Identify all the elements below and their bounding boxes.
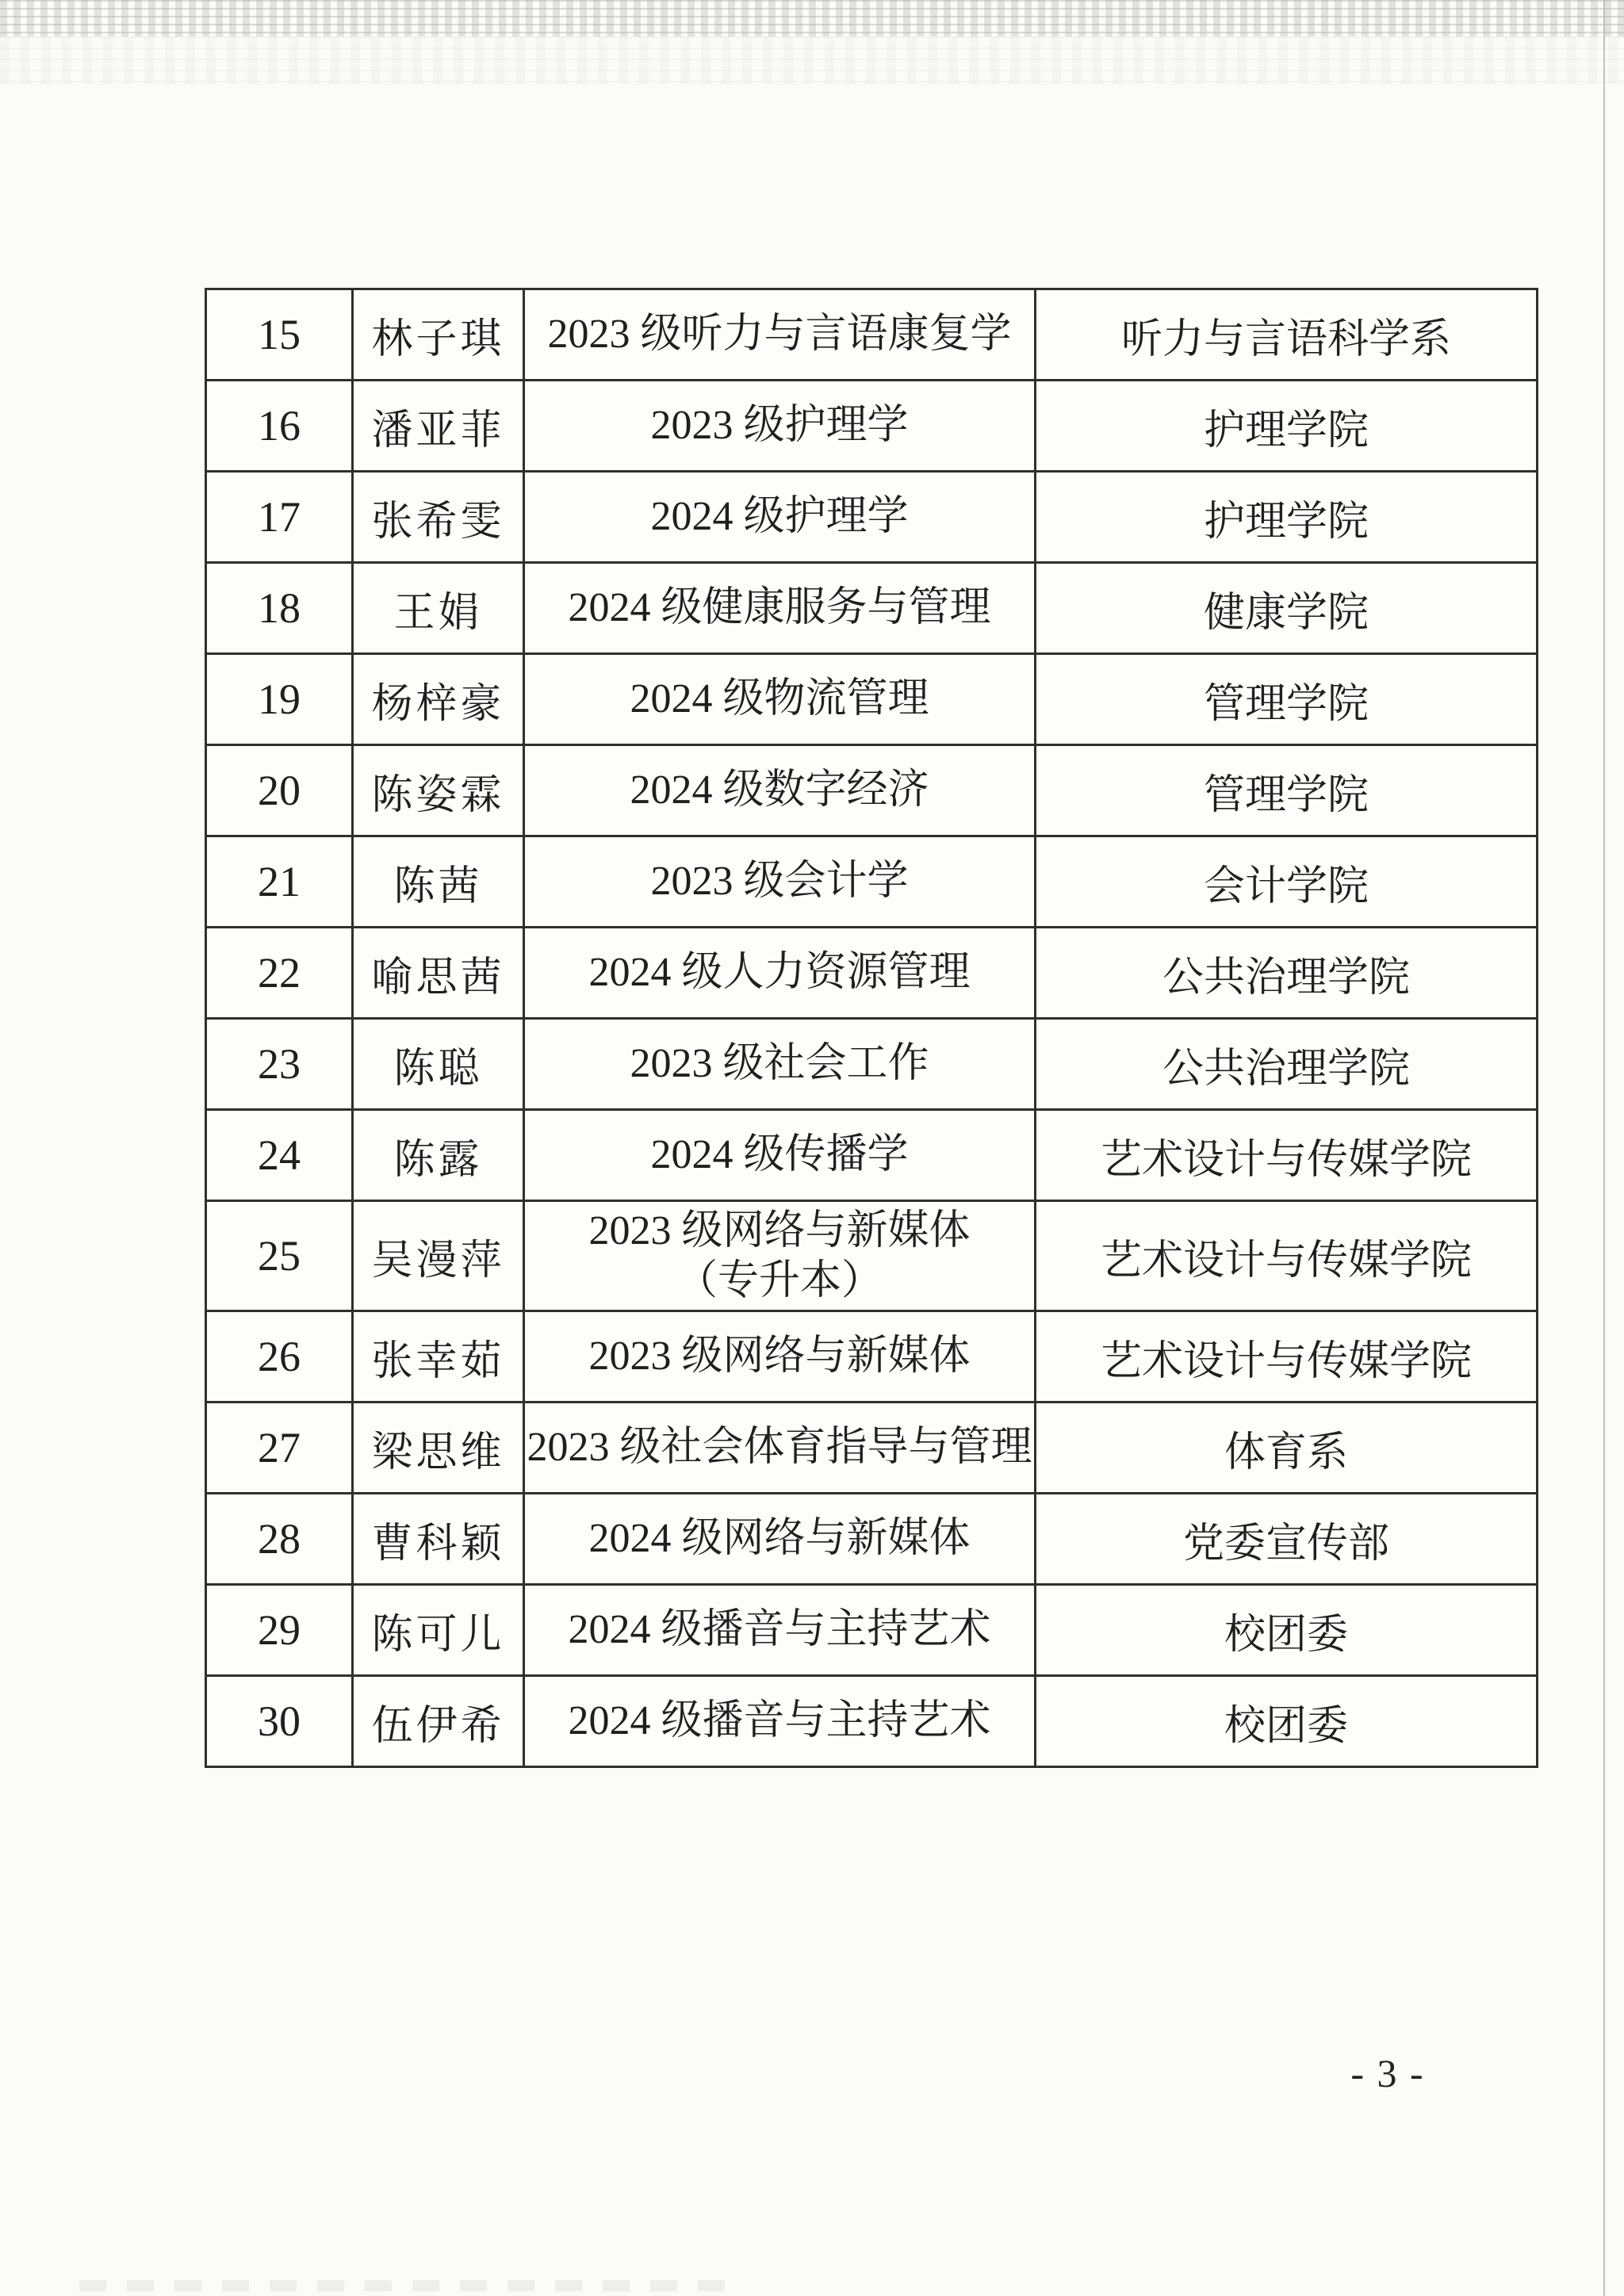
cell-row-number: 25 (258, 1232, 301, 1280)
table-row (207, 1017, 1536, 1108)
cell-student-name: 吴漫萍 (351, 1202, 523, 1310)
cell-class-major (523, 473, 1034, 561)
cell-class-major (523, 928, 1034, 1017)
table-row (207, 652, 1536, 744)
cell-row-number: 19 (258, 675, 301, 723)
cell-class-major (523, 1111, 1034, 1200)
table-row (207, 1401, 1536, 1492)
cell-row-number: 18 (258, 584, 301, 632)
cell-student-name: 杨梓豪 (351, 655, 523, 744)
cell-student-name: 陈姿霖 (351, 746, 523, 835)
cell-student-name: 张幸茹 (351, 1312, 523, 1401)
cell-class-major (523, 290, 1034, 379)
cell-row-number: 21 (258, 858, 301, 905)
class-major-line: 2024 级播音与主持艺术 (568, 1607, 991, 1653)
table-row (207, 926, 1536, 1017)
table-row (207, 561, 1536, 652)
class-major-line: 2023 级听力与言语康复学 (547, 312, 1012, 358)
cell-row-number: 29 (258, 1606, 301, 1654)
cell-department: 艺术设计与传媒学院 (1034, 1312, 1536, 1401)
cell-student-name: 伍伊希 (351, 1677, 523, 1766)
cell-student-name: 王娟 (351, 564, 523, 652)
cell-student-name: 曹科颖 (351, 1494, 523, 1583)
table-row (207, 290, 1536, 379)
cell-student-name: 陈聪 (351, 1020, 523, 1108)
table-row (207, 1108, 1536, 1200)
cell-student-name: 陈可儿 (351, 1586, 523, 1674)
class-major-line: 2023 级会计学 (650, 859, 909, 905)
table-row (207, 1200, 1536, 1310)
class-major-line: 2023 级社会体育指导与管理 (527, 1425, 1032, 1471)
table-row (207, 470, 1536, 561)
cell-row-number: 17 (258, 493, 301, 541)
table-row (207, 1583, 1536, 1674)
class-major-line: 2023 级网络与新媒体 (588, 1207, 971, 1253)
cell-department: 公共治理学院 (1034, 928, 1536, 1017)
cell-department: 管理学院 (1034, 746, 1536, 835)
cell-student-name: 梁思维 (351, 1403, 523, 1492)
class-major-line: 2024 级播音与主持艺术 (568, 1698, 991, 1744)
cell-row-number: 23 (258, 1040, 301, 1088)
table-row (207, 835, 1536, 926)
cell-class-major (523, 1494, 1034, 1583)
cell-department: 艺术设计与传媒学院 (1034, 1111, 1536, 1200)
cell-class-major (523, 1403, 1034, 1492)
cell-class-major (523, 746, 1034, 835)
cell-department: 艺术设计与传媒学院 (1034, 1202, 1536, 1310)
cell-student-name: 陈露 (351, 1111, 523, 1200)
class-major-line: 2023 级社会工作 (630, 1041, 929, 1087)
scan-noise-band (0, 0, 1624, 36)
cell-class-major (523, 1312, 1034, 1401)
cell-row-number: 26 (258, 1333, 301, 1380)
cell-row-number: 27 (258, 1424, 301, 1471)
cell-department: 会计学院 (1034, 837, 1536, 926)
cell-student-name: 张希雯 (351, 473, 523, 561)
table-row (207, 744, 1536, 835)
class-major-line: 2024 级网络与新媒体 (588, 1516, 971, 1562)
student-roster-table (205, 288, 1538, 1768)
cell-row-number: 22 (258, 949, 301, 997)
cell-student-name: 喻思茜 (351, 928, 523, 1017)
cell-student-name: 潘亚菲 (351, 381, 523, 470)
class-major-line: 2023 级网络与新媒体 (588, 1334, 971, 1380)
class-major-line: 2024 级护理学 (650, 494, 909, 540)
page-number: - 3 - (1350, 2051, 1425, 2095)
cell-department: 护理学院 (1034, 381, 1536, 470)
scan-edge-line (1603, 0, 1605, 2296)
cell-class-major (523, 1677, 1034, 1766)
cell-department: 护理学院 (1034, 473, 1536, 561)
cell-department: 健康学院 (1034, 564, 1536, 652)
cell-department: 公共治理学院 (1034, 1020, 1536, 1108)
cell-student-name: 林子琪 (351, 290, 523, 379)
class-major-line: 2024 级人力资源管理 (588, 950, 971, 996)
cell-class-major (523, 1586, 1034, 1674)
cell-row-number: 20 (258, 767, 301, 814)
cell-row-number: 24 (258, 1131, 301, 1179)
cell-department: 校团委 (1034, 1677, 1536, 1766)
cell-class-major (523, 837, 1034, 926)
cell-department: 听力与言语科学系 (1034, 290, 1536, 379)
cell-row-number: 28 (258, 1515, 301, 1563)
cell-department: 管理学院 (1034, 655, 1536, 744)
scan-smudge (79, 2280, 730, 2291)
table-row (207, 1492, 1536, 1583)
table-row (207, 1310, 1536, 1401)
class-major-line: 2024 级传播学 (650, 1132, 909, 1178)
class-major-line: 2024 级健康服务与管理 (568, 585, 991, 631)
cell-department: 校团委 (1034, 1586, 1536, 1674)
cell-department: 党委宣传部 (1034, 1494, 1536, 1583)
class-major-line: 2023 级护理学 (650, 403, 909, 449)
cell-class-major (523, 1202, 1034, 1310)
cell-student-name: 陈茜 (351, 837, 523, 926)
table-row (207, 1674, 1536, 1766)
cell-class-major (523, 564, 1034, 652)
scan-noise-band-faded (0, 36, 1624, 84)
table-row (207, 379, 1536, 470)
cell-class-major (523, 1020, 1034, 1108)
cell-class-major (523, 381, 1034, 470)
cell-row-number: 15 (258, 311, 301, 358)
cell-row-number: 30 (258, 1697, 301, 1745)
class-major-line: 2024 级物流管理 (630, 676, 929, 722)
class-major-line: （专升本） (676, 1258, 883, 1303)
cell-class-major (523, 655, 1034, 744)
class-major-line: 2024 级数字经济 (630, 767, 929, 813)
cell-row-number: 16 (258, 402, 301, 450)
cell-department: 体育系 (1034, 1403, 1536, 1492)
